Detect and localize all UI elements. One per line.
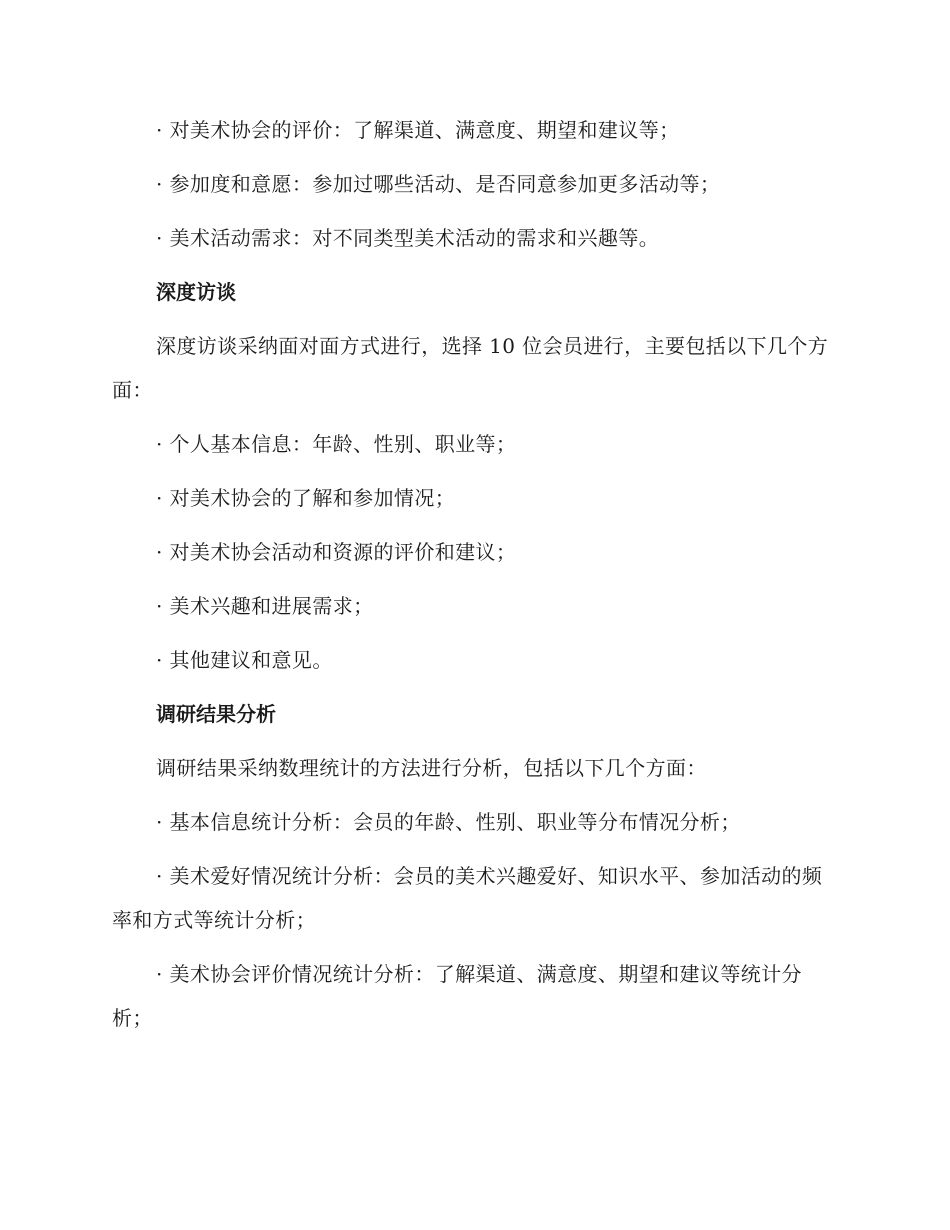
bullet-basic-info-stats: · 基本信息统计分析：会员的年龄、性别、职业等分布情况分析； bbox=[156, 810, 741, 834]
bullet-personal-info: · 个人基本信息：年龄、性别、职业等； bbox=[156, 432, 517, 456]
bullet-association-evaluation: · 对美术协会的评价：了解渠道、满意度、期望和建议等； bbox=[156, 118, 680, 142]
bullet-other-suggestions: · 其他建议和意见。 bbox=[156, 648, 333, 672]
section-heading-in-depth-interview: 深度访谈 bbox=[156, 280, 236, 304]
bullet-association-evaluation-stats: · 美术协会评价情况统计分析：了解渠道、满意度、期望和建议等统计分析； bbox=[112, 962, 802, 1030]
paragraph-interview-intro: 深度访谈采纳面对面方式进行，选择 10 位会员进行，主要包括以下几个方面： bbox=[112, 334, 829, 402]
bullet-art-hobby-stats: · 美术爱好情况统计分析：会员的美术兴趣爱好、知识水平、参加活动的频率和方式等统计分析； bbox=[112, 864, 823, 932]
bullet-understanding-participation: · 对美术协会的了解和参加情况； bbox=[156, 486, 456, 510]
paragraph-analysis-intro: 调研结果采纳数理统计的方法进行分析，包括以下几个方面： bbox=[156, 756, 707, 780]
bullet-participation-willingness: · 参加度和意愿：参加过哪些活动、是否同意参加更多活动等； bbox=[156, 172, 721, 196]
document-body bbox=[112, 108, 840, 1050]
bullet-interest-development: · 美术兴趣和进展需求； bbox=[156, 594, 374, 618]
bullet-art-activity-needs: · 美术活动需求：对不同类型美术活动的需求和兴趣等。 bbox=[156, 226, 660, 250]
bullet-activity-resource-evaluation: · 对美术协会活动和资源的评价和建议； bbox=[156, 540, 517, 564]
section-heading-result-analysis: 调研结果分析 bbox=[156, 702, 276, 726]
